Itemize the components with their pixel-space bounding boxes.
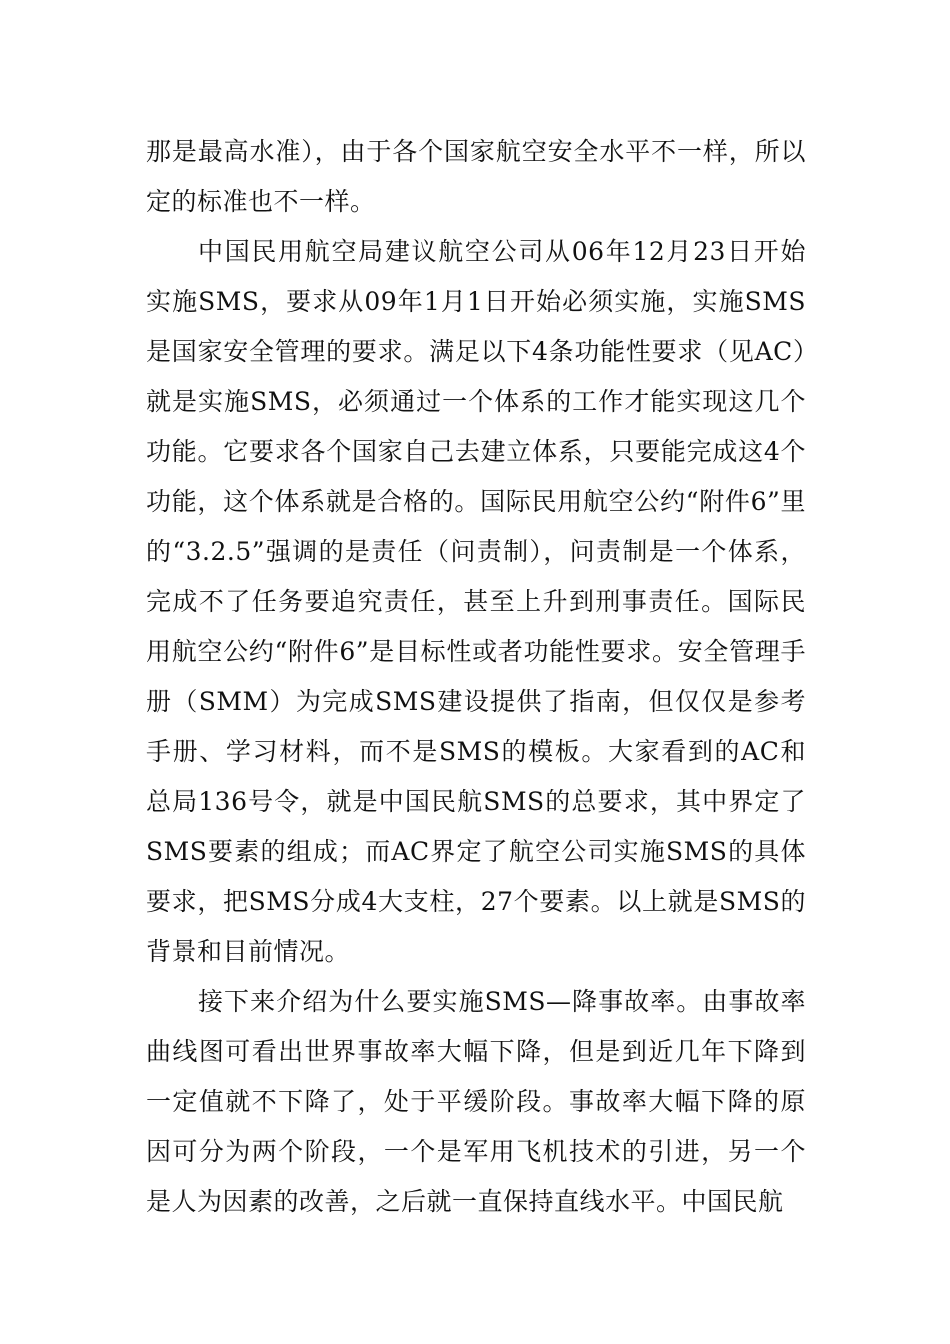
paragraph-continuation: 那是最高水准），由于各个国家航空安全水平不一样，所以定的标准也不一样。 (146, 137, 806, 216)
document-body (146, 127, 806, 1227)
paragraph-why-sms: 接下来介绍为什么要实施SMS—降事故率。由事故率曲线图可看出世界事故率大幅下降，但是到近几年下降到一定值就不下降了，处于平缓阶段。事故率大幅下降的原因可分为两个阶段，一个是军用飞机技术的引进，另一个是人为因素的改善，之后就一直保持直线水平。中国民航 (146, 987, 806, 1216)
paragraph-sms-background: 中国民用航空局建议航空公司从06年12月23日开始实施SMS，要求从09年1月1日开始必须实施，实施SMS是国家安全管理的要求。满足以下4条功能性要求（见AC）就是实施SMS，必须通过一个体系的工作才能实现这几个功能。它要求各个国家自己去建立体系，只要能完成这4个功能，这个体系就是合格的。国际民用航空公约“附件6”里的“3.2.5”强调的是责任（问责制），问责制是一个体系，完成不了任务要追究责任，甚至上升到刑事责任。国际民用航空公约“附件6”是目标性或者功能性要求。安全管理手册（SMM）为完成SMS建设提供了指南，但仅仅是参考手册、学习材料，而不是SMS的模板。大家看到的AC和总局136号令，就是中国民航SMS的总要求，其中界定了SMS要素的组成；而AC界定了航空公司实施SMS的具体要求，把SMS分成4大支柱，27个要素。以上就是SMS的背景和目前情况。 (146, 237, 806, 966)
